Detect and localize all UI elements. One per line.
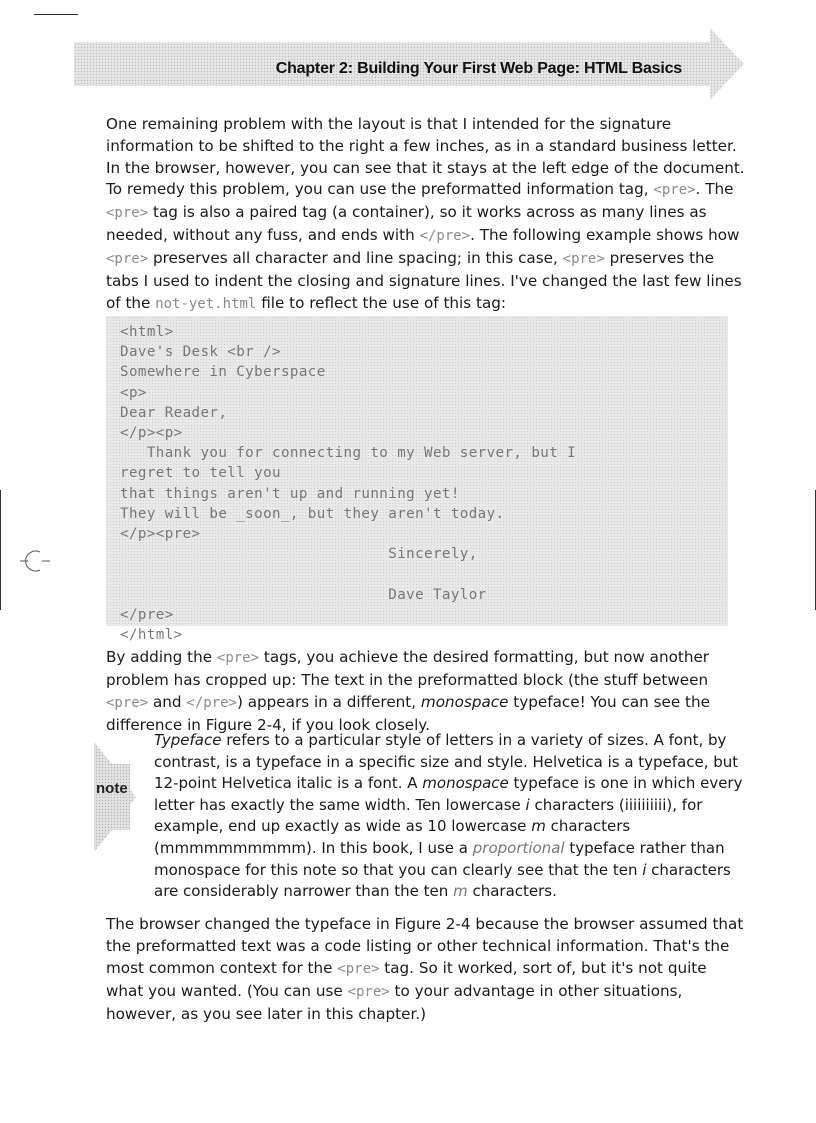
inline-code: <pre> bbox=[106, 695, 149, 711]
text-run: preserves the tabs I used to indent the closing and signature lines. I've changed the last few lines of the bbox=[106, 249, 742, 312]
crop-line-left bbox=[0, 490, 1, 610]
top-rule bbox=[34, 14, 78, 15]
paragraph-3 bbox=[106, 646, 746, 736]
inline-code: <pre> bbox=[106, 205, 149, 221]
chapter-title: Chapter 2: Building Your First Web Page: HTML Basics bbox=[275, 60, 682, 77]
inline-code: <pre> bbox=[347, 984, 390, 1000]
inline-code: <pre> bbox=[337, 961, 380, 977]
text-run: characters (iiiiiiiiii), for example, end up exactly as wide as 10 lowercase bbox=[154, 795, 703, 836]
inline-code: <pre> bbox=[216, 650, 260, 666]
note-callout bbox=[86, 730, 746, 901]
inline-code: <pre> bbox=[106, 251, 149, 267]
inline-code: <pre> bbox=[653, 182, 696, 198]
emphasis: i bbox=[642, 860, 647, 879]
chapter-header-banner bbox=[74, 28, 744, 100]
text-run: typeface is one in which every letter has exactly the same width. Ten lowercase bbox=[154, 774, 743, 814]
paragraph-2 bbox=[106, 178, 746, 315]
text-run: characters are considerably narrower than the ten bbox=[154, 860, 731, 901]
text-run: and bbox=[148, 693, 187, 711]
text-run: preserves all character and line spacing; in this case, bbox=[148, 249, 563, 267]
registration-mark-icon bbox=[20, 546, 50, 576]
emphasis: Typeface bbox=[154, 731, 222, 749]
emphasis: i bbox=[525, 795, 530, 814]
inline-code: </pre> bbox=[419, 228, 471, 244]
text-run: The browser changed the typeface in Figure 2-4 because the browser assumed that the preformatted text was a code listing or other technical information. That's the most common context for the bbox=[106, 915, 744, 977]
text-run: . The following example shows how bbox=[470, 226, 740, 244]
inline-code: <pre> bbox=[562, 251, 605, 267]
code-listing-box bbox=[106, 316, 728, 644]
paragraph-2-text bbox=[106, 178, 746, 315]
text-run: file to reflect the use of this tag: bbox=[256, 294, 507, 312]
text-run: To remedy this problem, you can use the preformatted information tag, bbox=[106, 180, 654, 198]
text-run: tag is also a paired tag (a container), so it works across as many lines as needed, without any fuss, and ends with bbox=[106, 203, 707, 244]
note-text bbox=[154, 730, 744, 903]
text-run: tags, you achieve the desired formatting, but now another problem has cropped up: The text in the preformatted block (the stuff between bbox=[106, 648, 710, 689]
code-listing: <html> Dave's Desk <br /> Somewhere in Cyberspace <p> Dear Reader, </p><p> Thank you for connecting to my Web server, but I regret to tell you that things aren't up and running yet! They will be _soon_, but they aren't today. </p><pre> Sincerely, Dave Taylor </pre> </html> bbox=[120, 324, 577, 644]
paragraph-4 bbox=[106, 913, 746, 1025]
emphasis: monospace bbox=[420, 693, 509, 711]
text-run: to your advantage in other situations, however, as you see later in this chapter.) bbox=[106, 982, 683, 1023]
emphasis: m bbox=[531, 817, 546, 836]
paragraph-1-text: One remaining problem with the layout is that I intended for the signature information to be shifted to the right a few inches, as in a standard business letter. In the browser, however, you can see that it stays at the left edge of the document. bbox=[106, 115, 745, 177]
text-run: characters (mmmmmmmmmm). In this book, I use a bbox=[154, 817, 631, 857]
paragraph-3-text bbox=[106, 646, 746, 736]
emphasis-proportional: proportional bbox=[472, 838, 565, 857]
text-run: typeface rather than monospace for this note so that you can clearly see that the ten bbox=[154, 838, 725, 879]
emphasis: m bbox=[453, 882, 468, 901]
text-run: By adding the bbox=[106, 648, 217, 666]
text-run: typeface! You can see the difference in Figure 2-4, if you look closely. bbox=[106, 693, 710, 734]
note-label: note bbox=[96, 780, 128, 797]
text-run: refers to a particular style of letters in a variety of sizes. A font, by contrast, is a typeface in a specific size and style. Helvetica is a typeface, but 12-point Helvetica italic is a font. A bbox=[154, 731, 739, 793]
emphasis: monospace bbox=[422, 774, 509, 793]
note-arrow-icon bbox=[86, 742, 138, 852]
text-run: . The bbox=[695, 180, 734, 198]
text-run: characters. bbox=[467, 882, 557, 901]
text-run: ) appears in a different, bbox=[236, 693, 421, 711]
paragraph-4-text bbox=[106, 913, 746, 1025]
inline-code: </pre> bbox=[186, 695, 237, 711]
text-run: tag. So it worked, sort of, but it's not quite what you wanted. (You can use bbox=[106, 959, 707, 1000]
inline-filename: not-yet.html bbox=[155, 296, 257, 312]
paragraph-1 bbox=[106, 113, 746, 179]
